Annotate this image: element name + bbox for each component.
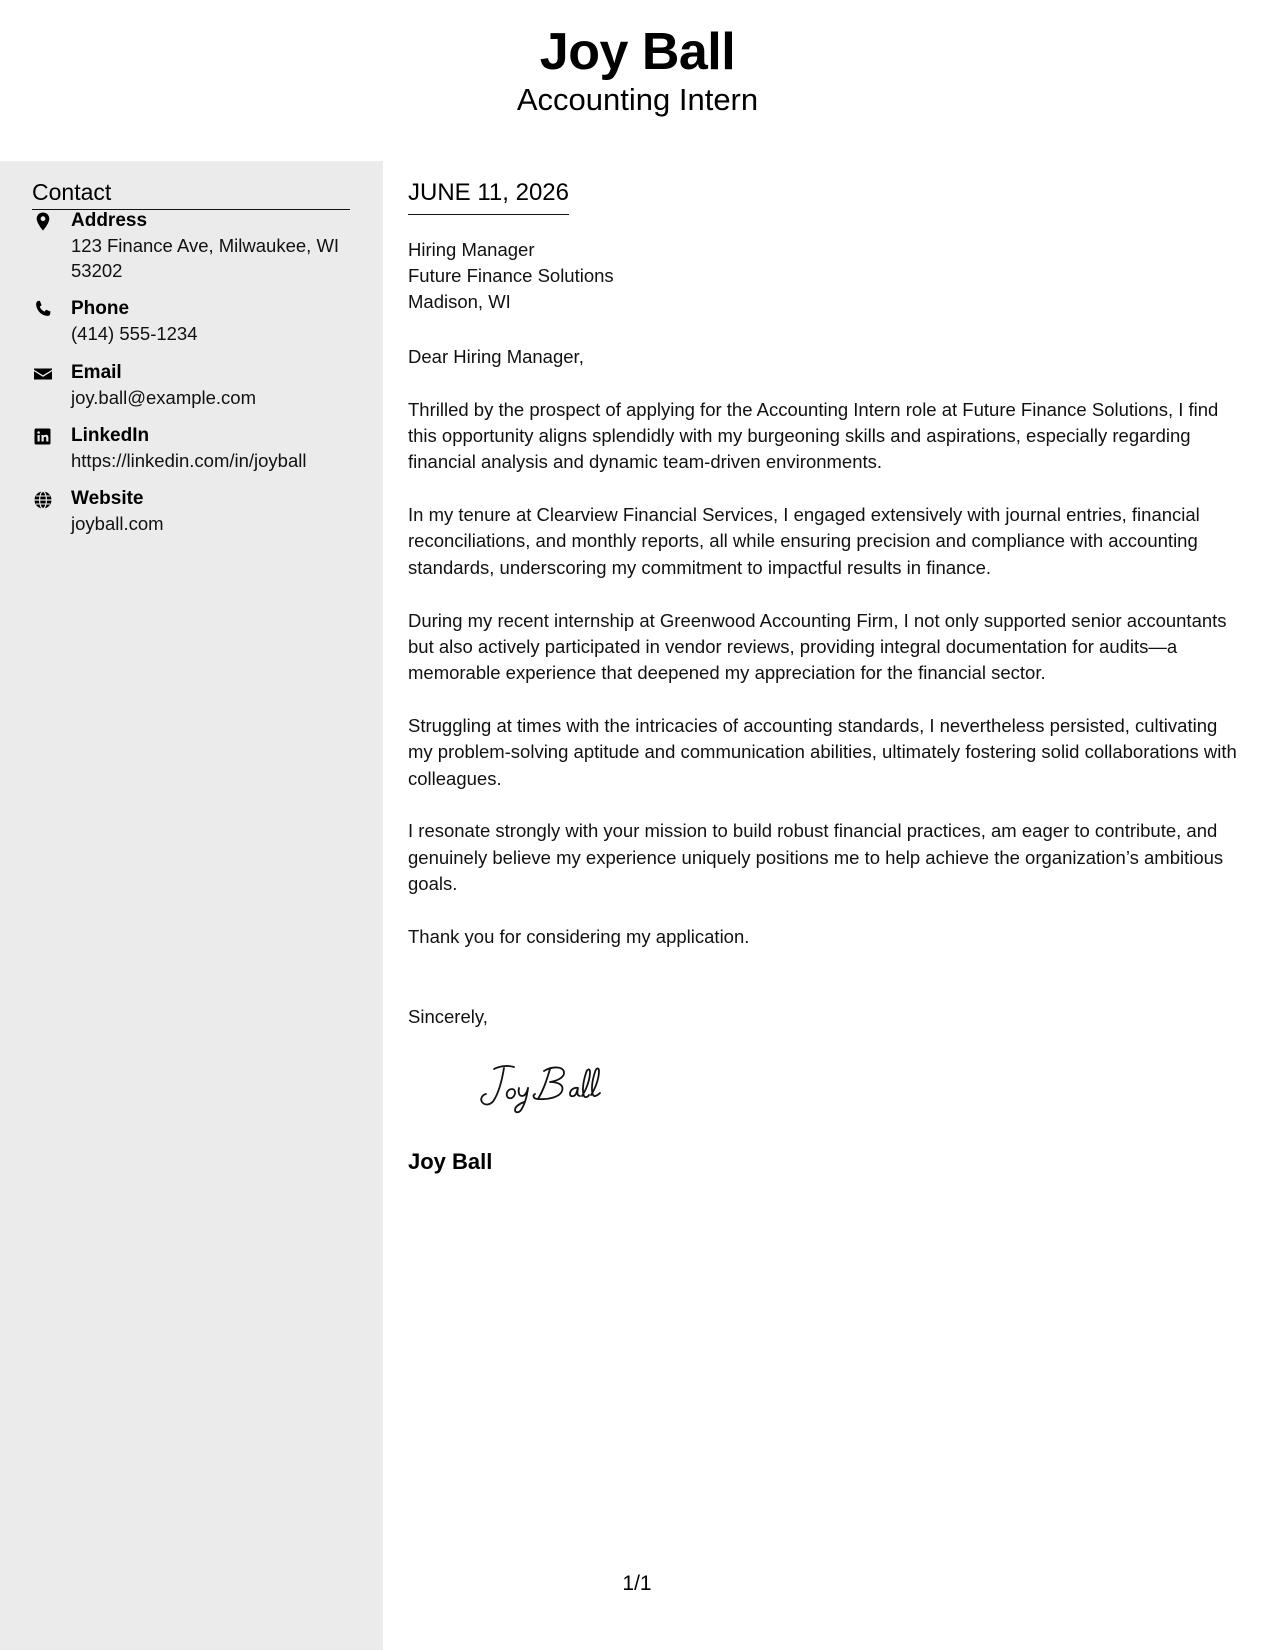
page-number: 1/1 <box>622 1572 652 1595</box>
contact-sidebar <box>0 161 383 1650</box>
contact-email-value: joy.ball@example.com <box>71 387 257 408</box>
signer-name: Joy Ball <box>408 1149 493 1174</box>
contact-phone-label: Phone <box>71 298 130 319</box>
contact-address-value: 123 Finance Ave, Milwaukee, WI 53202 <box>71 235 340 281</box>
recipient-block <box>408 237 614 315</box>
handwritten-signature <box>464 1057 634 1121</box>
contact-heading: Contact <box>32 177 350 210</box>
letter-text <box>408 344 1246 977</box>
letter-paragraph: I resonate strongly with your mission to build robust financial practices, am eager to contribute, and genuinely believe my experience uniquely positions me to help achieve the organization’s ambitious goals. <box>408 820 1224 894</box>
salutation: Dear Hiring Manager, <box>408 346 584 367</box>
recipient-line: Madison, WI <box>408 291 511 312</box>
recipient-line: Hiring Manager <box>408 239 535 260</box>
letter-date: JUNE 11, 2026 <box>408 178 569 215</box>
contact-address-label: Address <box>71 210 148 231</box>
header <box>0 0 1275 161</box>
globe-icon <box>32 489 54 511</box>
closing: Sincerely, <box>408 1006 488 1027</box>
contact-website-label: Website <box>71 488 144 509</box>
contact-website-value: joyball.com <box>71 513 164 534</box>
letter-paragraph: During my recent internship at Greenwood Accounting Firm, I not only supported senior accountants but also actively participated in vendor reviews, providing integral documentation for audits—a memorable experience that deepened my appreciation for the financial sector. <box>408 609 1227 684</box>
phone-icon <box>32 299 54 321</box>
contact-phone-value: (414) 555-1234 <box>71 323 198 344</box>
letter-paragraph: Thank you for considering my application. <box>408 925 750 947</box>
recipient-line: Future Finance Solutions <box>408 265 614 286</box>
contact-email-label: Email <box>71 362 122 383</box>
map-pin-icon <box>32 211 54 233</box>
envelope-icon <box>32 363 54 385</box>
applicant-name: Joy Ball <box>539 23 736 81</box>
letter-paragraph: Thrilled by the prospect of applying for the Accounting Intern role at Future Finance Solutions, I find this opportunity aligns splendidly with my burgeoning skills and aspirations, especially regarding financial analysis and dynamic team-driven environments. <box>408 398 1219 473</box>
contact-linkedin-value: https://linkedin.com/in/joyball <box>71 450 307 471</box>
letter-paragraph: In my tenure at Clearview Financial Services, I engaged extensively with journal entries, financial reconciliations, and monthly reports, all while ensuring precision and compliance with accounting standards, underscoring my commitment to impactful results in finance. <box>408 504 1200 578</box>
contact-linkedin-label: LinkedIn <box>71 425 150 446</box>
letter-paragraph: Struggling at times with the intricacies of accounting standards, I nevertheless persisted, cultivating my problem-solving aptitude and communication abilities, ultimately fostering solid collaborations with colleagues. <box>408 714 1237 789</box>
linkedin-icon <box>32 426 54 448</box>
applicant-role: Accounting Intern <box>516 82 759 117</box>
